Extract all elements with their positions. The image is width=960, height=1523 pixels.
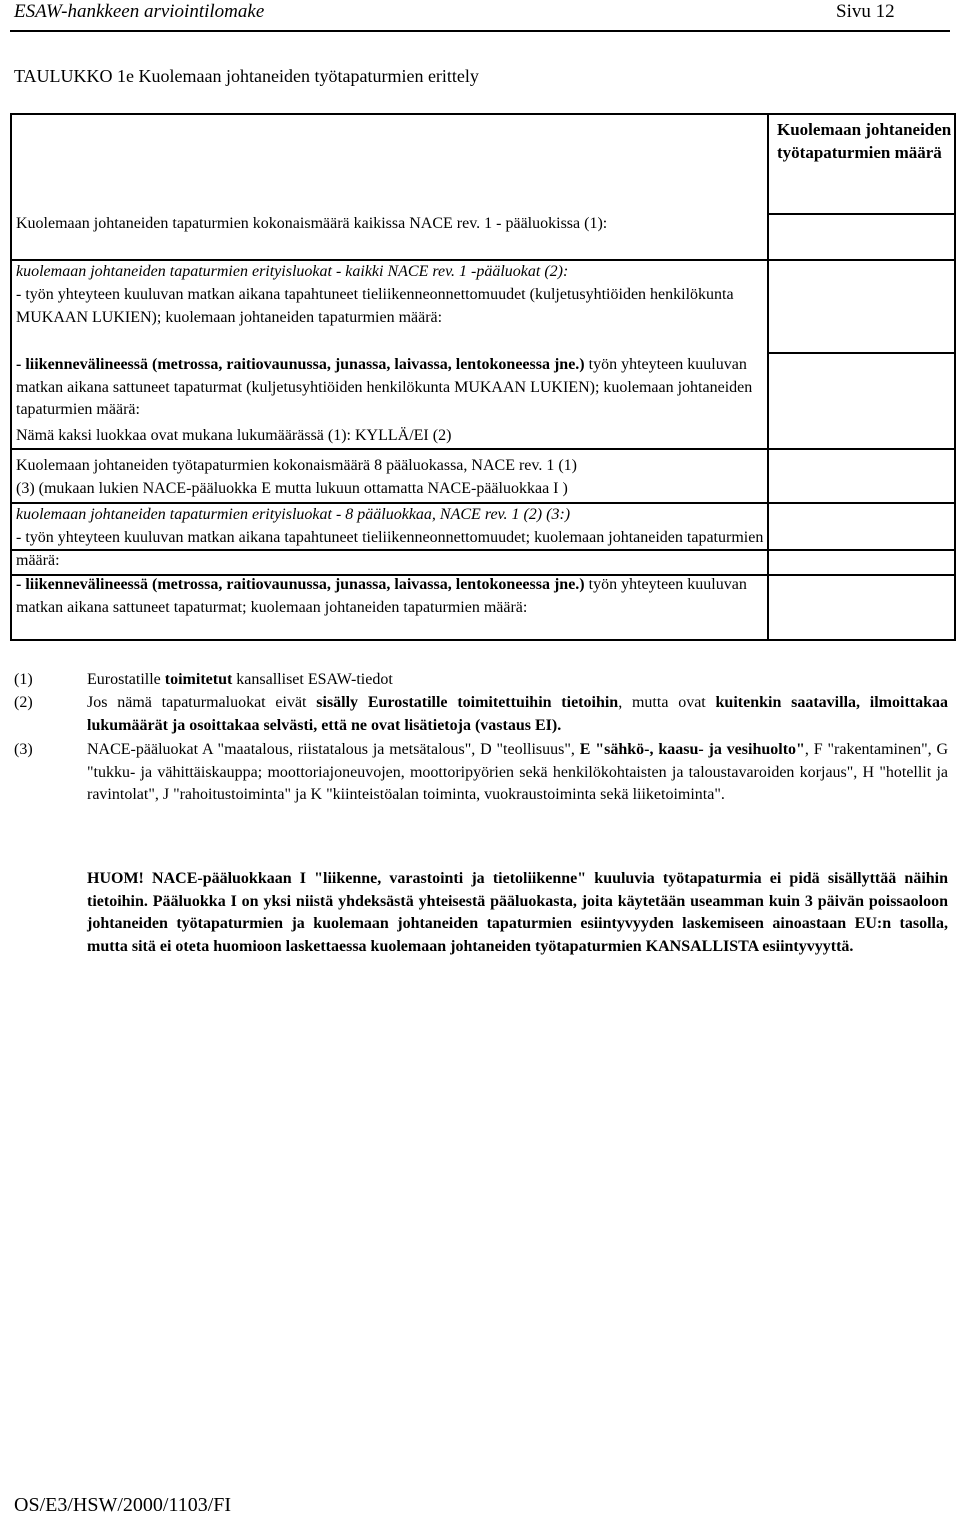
total-all-nace-cell: Kuolemaan johtaneiden tapaturmien kokonaismäärä kaikissa NACE rev. 1 - pääluokissa (1): bbox=[16, 215, 608, 232]
road-traffic-cell-8: - työn yhteyteen kuuluvan matkan aikana tapahtuneet tieliikenneonnettomuudet; kuolemaan johtaneiden tapaturmien määrä: bbox=[16, 529, 764, 569]
footnote-bold-part: sisälly Eurostatille toimitettuihin tietoihin bbox=[316, 694, 619, 711]
footnote-number: (2) bbox=[14, 694, 33, 711]
footnote-bold-part: kuitenkin saatavilla, ilmoittakaa lukumäärät ja osoittakaa selvästi, että ne ovat lisätietoja (vastaus EI). bbox=[87, 694, 949, 734]
transport-vehicle-text: työn yhteyteen kuuluvan matkan aikana sattuneet tapaturmat (kuljetusyhtiöiden henkilökunta MUKAAN LUKIEN); kuolemaan johtaneiden tapaturmien määrä: bbox=[16, 356, 753, 419]
included-in-total-cell: Nämä kaksi luokkaa ovat mukana lukumäärässä (1): KYLLÄ/EI (2) bbox=[16, 427, 452, 444]
footnote-bold-part: E "sähkö-, kaasu- ja vesihuolto" bbox=[579, 741, 805, 758]
special-categories-heading-8: kuolemaan johtaneiden tapaturmien erityisluokat - 8 pääluokkaa, NACE rev. 1 (2) (3:) bbox=[16, 506, 571, 523]
road-traffic-cell: - työn yhteyteen kuuluvan matkan aikana tapahtuneet tieliikenneonnettomuudet (kuljetusyhtiöiden henkilökunta MUKAAN LUKIEN); kuolemaan johtaneiden tapaturmien määrä: bbox=[16, 286, 734, 326]
footnote-number: (3) bbox=[14, 741, 33, 758]
document-reference: OS/E3/HSW/2000/1103/FI bbox=[14, 1494, 232, 1516]
table-caption: TAULUKKO 1e Kuolemaan johtaneiden työtapaturmien erittely bbox=[14, 66, 479, 86]
total-8-nace-line1: Kuolemaan johtaneiden työtapaturmien kokonaismäärä 8 pääluokassa, NACE rev. 1 (1) bbox=[16, 457, 578, 474]
footnote-text-part: , F "rakentaminen", G "tukku- ja vähittäiskauppa; moottoriajoneuvojen, moottoripyörien sekä henkilökohtaisten ja taloustavaroiden korjaus", H "hotellit ja ravintolat", J "rahoitustoiminta" ja K "kiinteistöalan toiminta, vuokraustoiminta sekä liiketoiminta". bbox=[87, 741, 949, 804]
footnote-bold-part: toimitetut bbox=[164, 671, 233, 688]
footnote-3 bbox=[14, 739, 948, 831]
fatal-accidents-table bbox=[10, 113, 956, 641]
total-8-nace-cell bbox=[16, 455, 764, 500]
total-8-nace-line2: (3) (mukaan lukien NACE-pääluokka E mutta lukuun ottamatta NACE-pääluokkaa I ) bbox=[16, 479, 568, 497]
row-rule bbox=[769, 213, 956, 215]
footnote-text-part: , mutta ovat bbox=[618, 694, 716, 711]
footnote-text bbox=[87, 692, 948, 737]
document-title: ESAW-hankkeen arviointilomake bbox=[14, 1, 265, 22]
transport-vehicle-bold: - liikennevälineessä (metrossa, raitiovaunussa, junassa, laivassa, lentokoneessa jne.) bbox=[16, 356, 585, 373]
huom-note: HUOM! NACE-pääluokkaan I "liikenne, varastointi ja tietoliikenne" kuuluvia työtapaturmia ei pidä sisällyttää näihin tietoihin. Pääluokka I on yksi niistä yhdeksästä yhteisestä pääluokasta, joita käytetään useamman kuin 3 päivän poissaoloon johtaneiden työtapaturmien ja kuolemaan johtaneiden tapaturmien esiintyvyyden laskemiseen ainoastaan EU:n tasolla, mutta sitä ei oteta huomioon laskettaessa kuolemaan johtaneiden työtapaturmien KANSALLISTA esiintyvyyttä. bbox=[87, 870, 948, 955]
footnote-text-part: Jos nämä tapaturmaluokat eivät bbox=[87, 694, 317, 711]
column-header: Kuolemaan johtaneiden työtapaturmien määrä bbox=[777, 120, 952, 162]
transport-vehicle-text-8: työn yhteyteen kuuluvan matkan aikana sattuneet tapaturmat; kuolemaan johtaneiden tapaturmien määrä: bbox=[16, 576, 747, 616]
row-rule bbox=[12, 448, 956, 450]
footnote-text bbox=[87, 739, 948, 807]
row-rule bbox=[769, 352, 956, 354]
footnote-text-part: NACE-pääluokat A "maatalous, riistatalous ja metsätalous", D "teollisuus", bbox=[87, 741, 580, 758]
header-rule bbox=[10, 30, 950, 32]
footnote-2 bbox=[14, 692, 948, 738]
footnote-text-part: Eurostatille bbox=[87, 671, 165, 688]
footnote-number: (1) bbox=[14, 671, 33, 688]
column-divider bbox=[767, 115, 769, 639]
special-categories-heading: kuolemaan johtaneiden tapaturmien erityisluokat - kaikki NACE rev. 1 -pääluokat (2): bbox=[16, 263, 569, 280]
page-number: Sivu 12 bbox=[836, 1, 895, 22]
transport-vehicle-cell bbox=[16, 354, 764, 422]
transport-vehicle-cell-8 bbox=[16, 574, 764, 619]
footnote-1 bbox=[14, 669, 948, 692]
footnote-text bbox=[87, 669, 948, 692]
transport-vehicle-bold-8: - liikennevälineessä (metrossa, raitiovaunussa, junassa, laivassa, lentokoneessa jne.) bbox=[16, 576, 585, 593]
footnote-text-part: kansalliset ESAW-tiedot bbox=[232, 671, 393, 688]
